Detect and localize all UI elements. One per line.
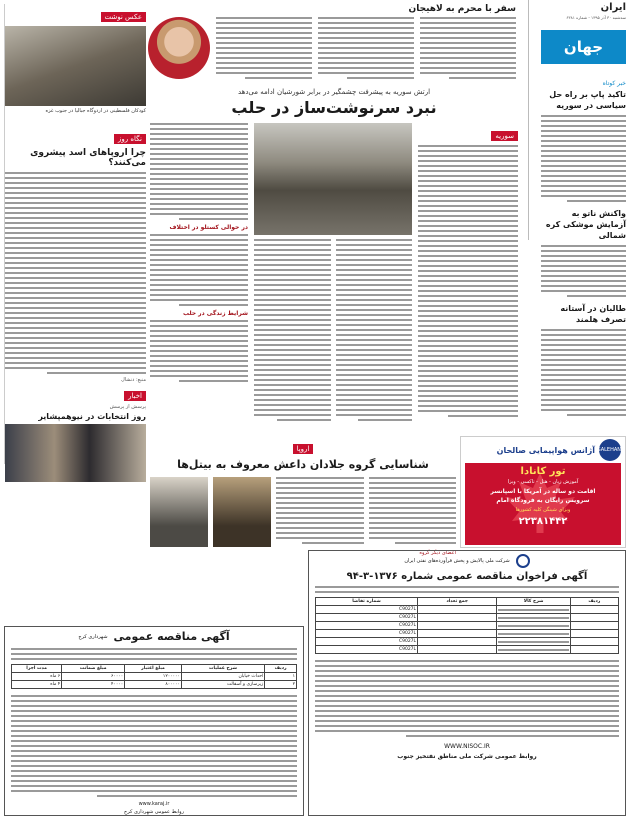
tender-left-table (11, 664, 297, 689)
top-story (148, 4, 516, 86)
tender-left-website[interactable]: www.karaj.ir (138, 801, 170, 807)
col-row: ردیف (265, 665, 297, 673)
col-duration: مدت اجرا (12, 665, 62, 673)
ad-airline-line-3: ویزای شینگن کلیه کشورها (515, 507, 571, 513)
tender-right-company: شرکت ملی پالایش و پخش فرآورده‌های نفتی ایران (404, 558, 510, 564)
tender-left-org: شهرداری کرج (78, 633, 108, 640)
masthead (541, 2, 626, 74)
item-code: C9027L (316, 638, 418, 646)
item-code: C9027L (316, 630, 418, 638)
top-story-headline[interactable]: سفر با محرم به لاهیجان (408, 4, 516, 14)
col-qty: جمع تعداد (418, 598, 497, 606)
ad-airline-brand: آژانس هواپیمایی صالحان (496, 445, 595, 455)
europe-subhead: اعضای دیگر گروه (419, 550, 456, 556)
europe-tag: اروپا (293, 444, 314, 454)
news-headline[interactable]: چرا اروپاهای اسد پیشروی می‌کنند؟ (30, 148, 146, 168)
table-row (12, 673, 297, 681)
main-tag: سوریه (491, 131, 518, 141)
ad-airline[interactable] (460, 436, 626, 548)
cell: زیرسازی و آسفالت (181, 681, 264, 689)
item-code: C9027L (316, 646, 418, 654)
ad-airline-line-0: آموزش زبان - هتل - تاکسی - ویزا (507, 479, 579, 485)
blog-tag: اخبار (124, 391, 146, 401)
ad-airline-phone[interactable]: ۲۲۳۸۱۴۴۲ (518, 516, 568, 527)
company-logo-icon (516, 554, 530, 568)
section-title: جهان (541, 30, 626, 64)
table-row (12, 681, 297, 689)
cell: ۱ (265, 673, 297, 681)
ad-airline-line-2: سرویس رایگان به فرودگاه امام (496, 497, 590, 504)
cell: ۴۰۰۰۰ (62, 681, 125, 689)
left-column (4, 4, 146, 464)
col-desc: شرح کالا (497, 598, 570, 606)
ad-tender-right (308, 550, 626, 816)
masthead-issue-line: سه‌شنبه ۳۰ آذر ۱۳۹۵ - شماره ۶۳۸۱ (566, 15, 626, 20)
tender-right-footer: روابط عمومی شرکت ملی مناطق نفتخیز جنوب (397, 753, 537, 760)
ad-airline-logo: SALEHAN (599, 439, 621, 461)
col-guarantee: مبلغ ضمانت (62, 665, 125, 673)
col-req: شماره تقاضا (316, 598, 418, 606)
photo-tag: عکس نوشت (101, 12, 147, 22)
item3-headline[interactable]: طالبان در آستانه تصرف هلمند (560, 304, 626, 324)
main-subhead-2: شرایط زندگی در حلب (182, 310, 248, 317)
ad-tender-left (4, 626, 304, 816)
col-credit: مبلغ اعتبار (125, 665, 182, 673)
main-story (150, 88, 518, 438)
cell: ۴ ماه (12, 681, 62, 689)
ad-airline-line-1: اقامت دو ساله در آمریکا با اسپانسر (490, 488, 596, 495)
col-row: ردیف (570, 598, 618, 606)
news-tag: نگاه روز (114, 134, 146, 144)
europe-photo-2 (150, 477, 208, 547)
cell: ۲ (265, 681, 297, 689)
portrait-photo (148, 17, 210, 79)
blog-kicker: پرسش از پرسش (109, 404, 146, 410)
tender-right-table (315, 597, 619, 654)
item-code: C9027L (316, 622, 418, 630)
main-headline[interactable]: نبرد سرنوشت‌ساز در حلب (231, 98, 437, 117)
right-column (541, 80, 626, 480)
masthead-logo: ایران (600, 2, 626, 13)
news-source: منبع: دنشال (121, 377, 146, 383)
blog-photo (5, 424, 146, 482)
cell: ۱۲۰۰۰۰۰ (125, 673, 182, 681)
cell: ۸۰۰۰۰۰ (125, 681, 182, 689)
ad-airline-title: تور کانادا (520, 466, 566, 477)
item-code: C9027L (316, 614, 418, 622)
tender-right-website[interactable]: WWW.NISOC.IR (444, 743, 490, 750)
main-kicker: ارتش سوریه به پیشرفت چشمگیر در برابر شورشیان ادامه می‌دهد (237, 88, 431, 96)
item2-headline[interactable]: واکنش ناتو به آزمایش موشکی کره شمالی (545, 209, 626, 240)
blog-headline[interactable]: روز انتخابات در نیوهمپشایر (38, 412, 146, 421)
europe-photo-1 (213, 477, 271, 547)
main-subhead-1: در حوالی کستلو در اختلاف (169, 224, 248, 231)
europe-headline[interactable]: شناسایی گروه جلادان داعش معروف به بیتل‌ها (177, 458, 429, 471)
item1-headline[interactable]: تاکید پاپ بر راه حل سیاسی در سوریه (549, 90, 626, 110)
tender-right-title: آگهی فراخوان مناقصه عمومی شماره ۱۳۷۶-۳-۹۴ (346, 571, 588, 582)
cell: احداث خیابان (181, 673, 264, 681)
masthead-vertical-strip (528, 0, 538, 240)
item1-tag: خبر کوتاه (602, 80, 626, 87)
main-photo (254, 123, 412, 235)
europe-story (150, 436, 456, 556)
tender-left-footer: روابط عمومی شهرداری کرج (124, 809, 184, 815)
col-desc: شرح عملیات (181, 665, 264, 673)
tender-left-title: آگهی مناقصه عمومی (113, 630, 230, 643)
photo-feature (5, 26, 146, 106)
cell: ۶۰۰۰۰ (62, 673, 125, 681)
item-code: C9027L (316, 606, 418, 614)
photo-caption: کودکان فلسطینی در اردوگاه جبالیا در جنوب غزه (45, 108, 146, 114)
cell: ۶ ماه (12, 673, 62, 681)
